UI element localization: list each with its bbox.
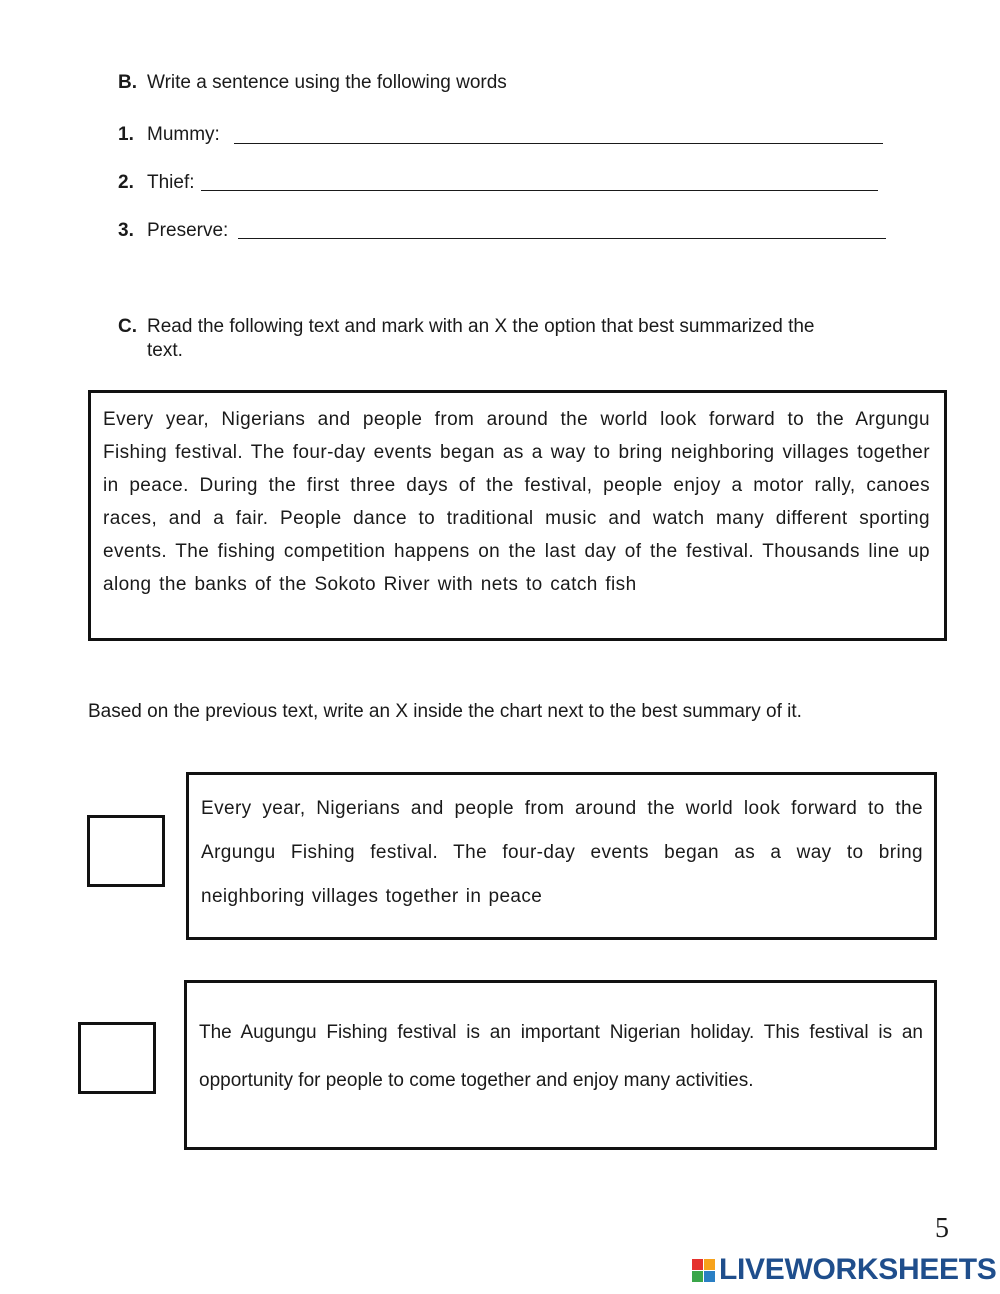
- question-word: Preserve:: [147, 220, 229, 241]
- question-word: Thief:: [147, 172, 195, 193]
- section-c-instruction-line2: text.: [147, 340, 183, 361]
- section-c-instruction-line1: Read the following text and mark with an X the option that best summarized the: [147, 316, 815, 337]
- section-c-letter: C.: [118, 316, 137, 337]
- option-1-summary-box: [186, 772, 937, 940]
- answer-line-2[interactable]: [201, 190, 878, 191]
- logo-icon: [692, 1259, 715, 1282]
- reading-passage-box: [88, 390, 947, 641]
- reading-passage-text: Every year, Nigerians and people from around the world look forward to the Argungu Fishing festival. The four-day events began as a way to bring neighboring villages together in peace. During the first three days of the festival, people enjoy a motor rally, canoes races, and a fair. People dance to traditional music and watch many different sporting events. The fishing competition happens on the last day of the festival. Thousands line up along the banks of the Sokoto River with nets to catch fish: [103, 409, 930, 595]
- question-word: Mummy:: [147, 124, 220, 145]
- answer-line-1[interactable]: [234, 143, 883, 144]
- option-2-summary-text: The Augungu Fishing festival is an important Nigerian holiday. This festival is an opportunity for people to come together and enjoy many activities.: [199, 1022, 923, 1091]
- page-number: 5: [935, 1213, 949, 1244]
- option-1-summary-text: Every year, Nigerians and people from around the world look forward to the Argungu Fishing festival. The four-day events began as a way to bring neighboring villages together in peace: [201, 798, 923, 907]
- question-number: 2.: [118, 172, 134, 193]
- option-2-summary-box: [184, 980, 937, 1150]
- answer-line-3[interactable]: [238, 238, 886, 239]
- option-2-checkbox[interactable]: [78, 1022, 156, 1094]
- liveworksheets-logo: [692, 1254, 997, 1286]
- option-1-checkbox[interactable]: [87, 815, 165, 887]
- chart-instruction: Based on the previous text, write an X inside the chart next to the best summary of it.: [88, 701, 802, 722]
- section-b-letter: B.: [118, 72, 137, 93]
- question-number: 1.: [118, 124, 134, 145]
- question-number: 3.: [118, 220, 134, 241]
- logo-text: LIVEWORKSHEETS: [719, 1253, 997, 1286]
- section-b-instruction: Write a sentence using the following words: [147, 72, 507, 93]
